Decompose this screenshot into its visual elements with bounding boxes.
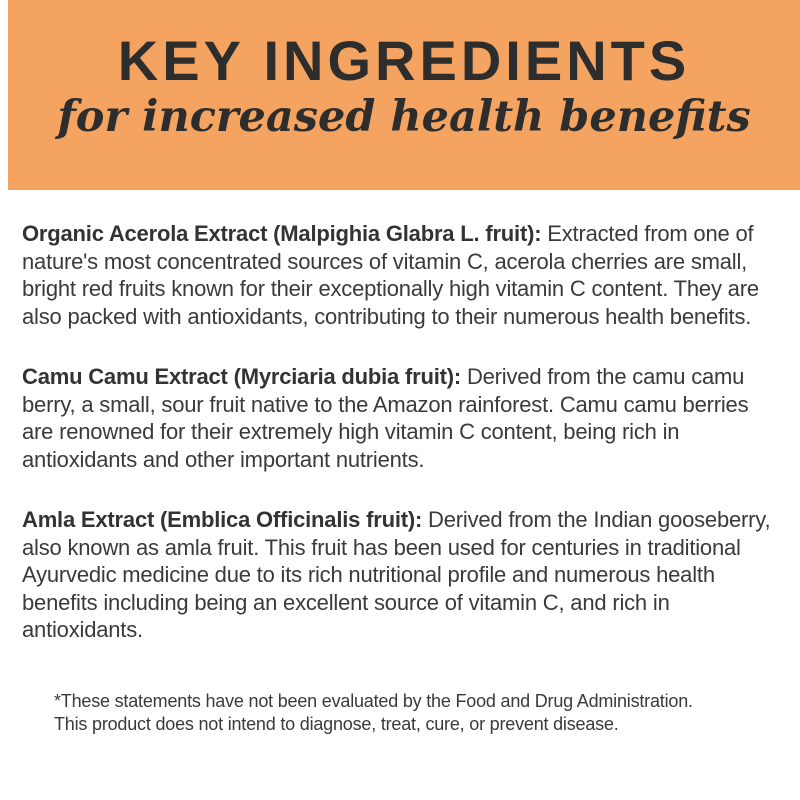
header-banner (8, 0, 800, 190)
ingredient-paragraph-amla (22, 506, 780, 644)
ingredient-description-amla: Derived from the Indian gooseberry, also known as amla fruit. This fruit has been used for centuries in traditional Ayurvedic medicine due to its rich nutritional profile and numerous health benefits including being an excellent source of vitamin C, and rich in antioxidants. (22, 507, 771, 642)
ingredient-name-acerola: Organic Acerola Extract (Malpighia Glabra L. fruit): (22, 221, 542, 246)
ingredient-paragraph-camu-camu (22, 363, 780, 473)
ingredients-section (0, 190, 800, 736)
ingredient-name-camu-camu: Camu Camu Extract (Myrciaria dubia fruit): (22, 364, 462, 389)
page-subtitle: for increased health benefits (57, 92, 751, 142)
ingredient-description-camu-camu: Derived from the camu camu berry, a small, sour fruit native to the Amazon rainforest. Camu camu berries are renowned for their extremely high vitamin C content, being rich in antioxidants and other important nutrients. (22, 364, 749, 472)
disclaimer-line-2: This product does not intend to diagnose, treat, cure, or prevent disease. (54, 713, 619, 734)
fda-disclaimer (54, 690, 780, 736)
ingredient-paragraph-acerola (22, 220, 780, 330)
disclaimer-line-1: *These statements have not been evaluated by the Food and Drug Administration. (54, 690, 693, 711)
page-title: KEY INGREDIENTS (117, 29, 691, 92)
ingredient-name-amla: Amla Extract (Emblica Officinalis fruit): (22, 507, 423, 532)
ingredient-description-acerola: Extracted from one of nature's most concentrated sources of vitamin C, acerola cherries are small, bright red fruits known for their exceptionally high vitamin C content. They are also packed with antioxidants, contributing to their numerous health benefits. (22, 221, 759, 329)
